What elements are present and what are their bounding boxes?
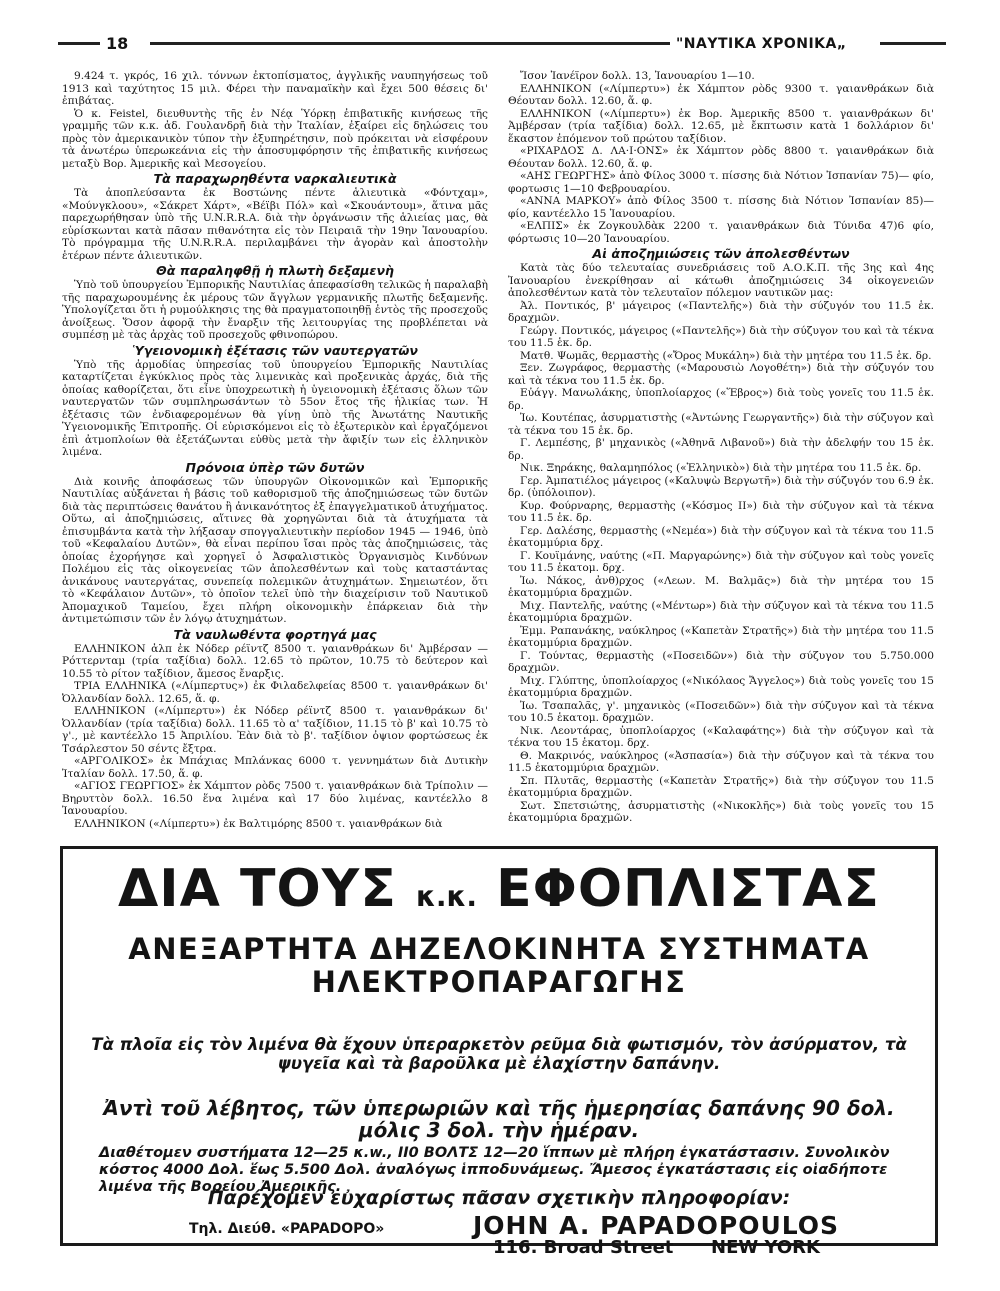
article-paragraph: ΕΛΛΗΝΙΚΟΝ («Λίμπερτυ») ἐκ Βορ. Ἀμερικῆς 8500 τ. γαιανθράκων δι' Ἀμβέρσαν (τρία ταξίδια) δολλ. 12.65, μὲ ἔκπτωσιν κατὰ 1 δολλάριον δι' ἕκαστον ἑπόμενον τοῦ πρώτου ταξίδιον. — [508, 107, 934, 145]
article-paragraph: Σπ. Πλυτᾶς, θερμαστὴς («Καπετὰν Στρατῆς») διὰ τὴν σύζυγον του 11.5 ἑκατομμύρια δραχμῶν. — [508, 774, 934, 799]
section-heading: Αἱ ἀποζημιώσεις τῶν ἀπολεσθέντων — [592, 246, 850, 261]
article-paragraph: Κατὰ τὰς δύο τελευταίας συνεδριάσεις τοῦ Α.Ο.Κ.Π. τῆς 3ης καὶ 4ης Ἰανουαρίου ἐνεκρίθησαν αἱ κάτωθι ἀποζημιώσεις 34 οἰκογενειῶν ἀπολεσθέντων κατὰ τὸν τελευταῖον πόλεμον ναυτικῶν μας: — [508, 262, 934, 299]
article-paragraph: «ΕΛΠΙΣ» ἐκ Ζογκουλδὰκ 2200 τ. γαιανθράκων διὰ Τύνιδα 47)6 φίο, φόρτωσις 10—20 Ἰανουαρίου. — [508, 220, 934, 245]
ad-body-3: Διαθέτομεν συστήματα 12—25 κ.w., ΙΙ0 ΒΟΛΤΣ 12—20 ἵππων μὲ πλήρη ἐγκατάστασιν. Συνολικὸν κόστος 4000 Δολ. ἕως 5.500 Δολ. ἀναλόγως ἱπποδυνάμεως. Ἄμεσος ἐγκατάστασις εἰς οἱαδήποτε λιμένα τῆς Βορείου Ἀμερικῆς. — [99, 1145, 890, 1195]
header-rule — [150, 42, 670, 45]
article-paragraph: Γ. Τούντας, θερμαστὴς («Ποσειδῶν») διὰ τὴν σύζυγον του 5.750.000 δραχμῶν. — [508, 649, 934, 674]
page-header — [58, 34, 946, 54]
ad-headline-part-2: ΕΦΟΠΛΙΣΤΑΣ — [496, 859, 880, 919]
article-paragraph: Μιχ. Παντελῆς, ναύτης («Μέντωρ») διὰ τὴν σύζυγον καὶ τὰ τέκνα του 11.5 ἑκατομμύρια δραχμῶν. — [508, 599, 934, 624]
section-heading: Ὑγειονομικὴ ἐξέτασις τῶν ναυτεργατῶν — [132, 342, 418, 358]
ad-subheadline — [63, 933, 935, 999]
ad-subheadline-line-1: ΑΝΕΞΑΡΤΗΤΑ ΔΗΖΕΛΟΚΙΝΗΤΑ ΣΥΣΤΗΜΑΤΑ — [128, 932, 870, 966]
article-paragraph: Μιχ. Γλύπτης, ὑποπλοίαρχος («Νικόλαος Ἄγγελος») διὰ τοὺς γονεῖς του 15 ἑκατομμύρια δραχμῶν. — [508, 674, 934, 699]
article-paragraph: Νικ. Ξηράκης, θαλαμηπόλος («Ἑλληνικὸ») διὰ τὴν μητέρα του 11.5 ἑκ. δρ. — [520, 462, 922, 474]
article-paragraph: Θ. Μακρινός, ναύκληρος («Ἀσπασία») διὰ τὴν σύζυγον καὶ τὰ τέκνα του 11.5 ἑκατομμύρια δραχμῶν. — [508, 749, 934, 774]
ad-company-name: JOHN A. PAPADOPOULOS — [473, 1211, 840, 1240]
article-paragraph: Τὰ ἀποπλεύσαντα ἐκ Βοστώνης πέντε ἁλιευτικὰ «Φόντχαμ», «Μούνγκλοου», «Σάκρετ Χάρτ», «Βέϊβι Πόλ» καὶ «Σκουάντουμ», ἅτινα μᾶς παρεχωρήθησαν ὑπὸ τῆς U.N.R.R.A. διὰ τὴν ὀργάνωσιν τῆς ἁλιείας μας, θὰ εὑρίσκωνται κατὰ πᾶσαν πιθανότητα εἰς τὸν Πειραιᾶ τὴν 19ην Ἰανουαρίου. Τὸ πρόγραμμα τῆς U.N.R.R.A. περιλαμβάνει τὴν ἀγορὰν καὶ ἀποστολὴν ἑτέρων πέντε ἁλιευτικῶν. — [62, 187, 488, 262]
article-paragraph: Ὑπὸ τῆς ἁρμοδίας ὑπηρεσίας τοῦ ὑπουργείου Ἐμπορικῆς Ναυτιλίας καταρτίζεται ἐγκύκλιος πρὸς τὰς λιμενικὰς καὶ προξενικὰς ἀρχάς, διὰ τῆς ὁποίας καθορίζεται, ὅτι εἶνε ὑποχρεωτικὴ ἡ ὑγειονομικὴ ἐξέτασις ὅλων τῶν ναυτεργατῶν τῶν συμπληρωσάντων τὸ 55ον ἔτος τῆς ἡλικίας των. Ἡ ἐξέτασις τῶν ἐνδιαφερομένων θὰ γίνῃ ὑπὸ τῆς Ἀνωτάτης Ναυτικῆς Ὑγειονομικῆς Ἐπιτροπῆς. Οἱ εὑρισκόμενοι εἰς τὸ ἐξωτερικὸν καὶ ἐργαζόμενοι ἐπὶ ἀτμοπλοίων θὰ ἐξετάζωνται εὐθὺς μετὰ τὴν ἄφιξίν των εἰς ἑλληνικὸν λιμένα. — [62, 358, 488, 458]
section-heading: Τὰ ναυλωθέντα φορτηγά μας — [173, 626, 377, 642]
article-paragraph: Ὁ κ. Feistel, διευθυντὴς τῆς ἐν Νέᾳ Ὑόρκῃ ἐπιβατικῆς κινήσεως τῆς γραμμῆς τῶν κ.κ. ἀδ. Γουλανδρῆ διὰ τὴν Ἰταλίαν, ἐξαίρει εἰς δηλώσεις του πρὸς τὸν ἀμερικανικὸν τύπον τὴν ἐξυπηρέτησιν, ποὺ πρόκειται νὰ εἰσφέρουν τὰ ἀνωτέρω ὑπερωκεάνια εἰς τὴν ἀποσυμφόρησιν τῆς ἐπιβατικῆς κινήσεως μεταξὺ Βορ. Ἀμερικῆς καὶ Μεσογείου. — [62, 107, 488, 170]
article-paragraph: «ΡΙΧΑΡΔΟΣ Δ. ΛΑ·Ι·ΟΝΣ» ἐκ Χάμπτον ρὸδς 8800 τ. γαιανθράκων διὰ Θέουταν δολλ. 12.60, ἅ. φ. — [508, 145, 934, 170]
article-paragraph: «ΑΗΣ ΓΕΩΡΓΗΣ» ἀπὸ Φίλος 3000 τ. πίσσης διὰ Νότιον Ἰσπανίαν 75)— φίο, φορτωσις 1—10 Φεβρουαρίου. — [508, 170, 934, 195]
article-paragraph: «ΑΝΝΑ ΜΑΡΚΟΥ» ἀπὸ Φίλος 3500 τ. πίσσης διὰ Νότιον Ἰσπανίαν 85)— φίο, καντέελλο 15 Ἰανουαρίου. — [508, 195, 934, 220]
advertisement — [60, 846, 938, 1258]
header-rule — [58, 42, 100, 45]
article-paragraph: Γεώργ. Ποντικός, μάγειρος («Παντελῆς») διὰ τὴν σύζυγον του καὶ τὰ τέκνα του 11.5 ἑκ. δρ. — [508, 324, 934, 349]
header-rule — [880, 42, 946, 45]
article-paragraph: 9.424 τ. γκρός, 16 χιλ. τόννων ἐκτοπίσματος, ἀγγλικῆς ναυπηγήσεως τοῦ 1913 καὶ ταχύτητος 15 μιλ. Φέρει τὴν παναμαϊκὴν καὶ ἔχει 500 θέσεις δι' ἐπιβάτας. — [62, 70, 488, 107]
section-heading: Θὰ παραληφθῇ ἡ πλωτὴ δεξαμενὴ — [155, 263, 394, 278]
article-paragraph: Γερ. Ἀμπατιέλος μάγειρος («Καλυψὼ Βεργωτῆ») διὰ τὴν σύζυγόν του 6.9 ἑκ. δρ. (ὑπόλοιπον). — [508, 474, 934, 499]
article-paragraph: «ΑΓΙΟΣ ΓΕΩΡΓΙΟΣ» ἐκ Χάμπτον ρὸδς 7500 τ. γαιανθράκων διὰ Τρίπολιν — Βηρυττὸν δολλ. 16.50 ἕνα λιμένα καὶ 17 δύο λιμένας, καντέελλο 8 Ἰανουαρίου. — [62, 780, 488, 817]
article-paragraph: Γ. Λεμπέσης, β' μηχανικὸς («Ἀθηνᾶ Λιβανοῦ») διὰ τὴν ἀδελφήν του 15 ἑκ. δρ. — [508, 437, 934, 462]
ad-body-1: Τὰ πλοῖα εἰς τὸν λιμένα θὰ ἔχουν ὑπεραρκετὸν ρεῦμα διὰ φωτισμόν, τὸν ἀσύρματον, τὰ ψυγεῖα καὶ τὰ βαροῦλκα μὲ ἐλαχίστην δαπάνην. — [91, 1035, 907, 1073]
section-heading: Τὰ παραχωρηθέντα ναρκαλιευτικὰ — [153, 171, 397, 186]
article-paragraph: Ἰω. Κουτέπας, ἀσυρματιστὴς («Ἀντώνης Γεωργαντῆς») διὰ τὴν σύζυγον καὶ τὰ τέκνα του 15 ἑκ. δρ. — [508, 412, 934, 437]
article-paragraph: ΤΡΙΑ ΕΛΛΗΝΙΚΑ («Λίμπερτυς») ἐκ Φιλαδελφείας 8500 τ. γαιανθράκων δι' Ὀλλανδίαν δολλ. 12.65, ἅ. φ. — [62, 680, 488, 705]
page-number: 18 — [106, 34, 129, 53]
article-paragraph: Ματθ. Ψωμᾶς, θερμαστὴς («Ὄρος Μυκάλη») διὰ τὴν μητέρα του 11.5 ἑκ. δρ. — [520, 349, 932, 362]
ad-headline — [63, 859, 935, 927]
article-paragraph: Σωτ. Σπετσιώτης, ἀσυρματιστὴς («Νικοκλῆς») διὰ τοὺς γονεῖς του 15 ἑκατομμύρια δραχμῶν. — [508, 799, 934, 824]
ad-subheadline-line-2: ΗΛΕΚΤΡΟΠΑΡΑΓΩΓΗΣ — [311, 965, 687, 999]
article-paragraph: Ἰω. Τσαπαλᾶς, γ'. μηχανικὸς («Ποσειδῶν») διὰ τὴν σύζυγον καὶ τὰ τέκνα του 10.5 ἑκατομ. δραχμῶν. — [508, 699, 934, 724]
article-paragraph: Γερ. Δαλέσης, θερμαστὴς («Νεμέα») διὰ τὴν σύζυγον καὶ τὰ τέκνα του 11.5 ἑκατομμύρια δρχ. — [508, 524, 934, 549]
section-heading: Πρόνοια ὑπὲρ τῶν δυτῶν — [185, 459, 365, 475]
ad-footer — [63, 1211, 935, 1258]
article-paragraph: Διὰ κοινῆς ἀποφάσεως τῶν ὑπουργῶν Οἰκονομικῶν καὶ Ἐμπορικῆς Ναυτιλίας αὐξάνεται ἡ βάσις τοῦ καθορισμοῦ τῆς ἀποζημιώσεως τῶν δυτῶν διὰ τὰς περιπτώσεις θανάτου ἢ ἀνικανότητος ἐξ ἐπαγγελματικοῦ ἀτυχήματος. Οὕτω, αἱ ἀποζημιώσεις, αἵτινες θὰ χορηγῶνται διὰ τὰ ἀτυχήματα τὰ ἐπισυμβάντα κατὰ τὴν λήξασαν σπογγαλιευτικὴν περίοδον 1945 — 1946, ὑπὸ τοῦ «Κεφαλαίου Δυτῶν», θὰ εἶναι περίπου ἴσαι πρὸς τὰς ἀποζημιώσεις, τὰς ὁποίας ἐχορήγησε καὶ χορηγεῖ ὁ Ἀσφαλιστικὸς Ὀργανισμὸς Κινδύνων Πολέμου εἰς τὰς οἰκογενείας τῶν ἀπολεσθέντων καὶ τοὺς καταστάντας ἀνικάνους ναυτεργάτας, συνεπείᾳ πολεμικῶν ἀτυχημάτων. Σημειωτέον, ὅτι τὸ «Κεφάλαιον Δυτῶν», τὸ ὁποῖον τελεῖ ὑπὸ τὴν διαχείρισιν τοῦ Ναυτικοῦ Ἀπομαχικοῦ Ταμείου, ἔχει πλήρη οἰκονομικὴν ἐπάρκειαν διὰ τὴν ἀντιμετώπισιν τῶν ἐν λόγῳ ἀτυχημάτων. — [62, 475, 488, 625]
journal-title: "ΝΑΥΤΙΚΑ ΧΡΟΝΙΚΑ„ — [676, 36, 847, 52]
ad-street-address: 116. Broad Street — [493, 1237, 674, 1258]
article-paragraph: Ἀλ. Ποντικός, β' μάγειρος («Παντελῆς») διὰ τὴν σύζυγόν του 11.5 ἑκ. δραχμῶν. — [508, 299, 934, 324]
ad-info-line: Παρέχομεν εὐχαρίστως πᾶσαν σχετικὴν πληροφορίαν: — [207, 1187, 791, 1209]
article-paragraph: Ξεν. Ζωγράφος, θερμαστὴς («Μαρουσιὼ Λογοθέτη») διὰ τὴν σύζυγόν του καὶ τὰ τέκνα του 11.5 ἑκ. δρ. — [508, 362, 934, 387]
ad-headline-kk: κ.κ. — [415, 880, 478, 913]
ad-body-2: Ἀντὶ τοῦ λέβητος, τῶν ὑπερωριῶν καὶ τῆς ἡμερησίας δαπάνης 90 δολ. μόλις 3 δολ. τὴν ἡμέραν. — [103, 1096, 895, 1142]
ad-headline-part-1: ΔΙΑ ΤΟΥΣ — [118, 859, 397, 919]
ad-city: NEW YORK — [711, 1237, 820, 1258]
article-paragraph: Ἰω. Νάκος, ἀνθ)ρχος («Λεων. Μ. Βαλμᾶς») διὰ τὴν μητέρα του 15 ἑκατομμύρια δραχμῶν. — [508, 574, 934, 599]
article-paragraph: ΕΛΛΗΝΙΚΟΝ ἀλπ ἐκ Νόδερ ρέϊντζ 8500 τ. γαιανθράκων δι' Ἀμβέρσαν — Ρόττερνταμ (τρία ταξίδια) δολλ. 12.65 τὸ πρῶτον, 10.75 τὸ δεύτερον καὶ 10.55 τὸ ρίτον ταξίδιον, ἄμεσος ἔναρξις. — [62, 642, 488, 680]
article-paragraph: ΕΛΛΗΝΙΚΟΝ («Λίμπερτυ») ἐκ Νόδερ ρέϊντζ 8500 τ. γαιανθράκων δι' Ὀλλανδίαν (τρία ταξίδια) δολλ. 11.65 τὸ α' ταξίδιον, 11.15 τὸ β' καὶ 10.75 τὸ γ'., μὲ καντέελλο 15 Ἀπριλίου. Ἐὰν διὰ τὸ β'. ταξίδιον ὀψιον φορτώσεως ἐκ Τσάρλεστον 50 σέντς ἔξτρα. — [62, 705, 488, 755]
article-paragraph: Ἴσον Ἰανέϊρον δολλ. 13, Ἰανουαρίου 1—10. — [520, 70, 755, 82]
article-paragraph: Κυρ. Φούρναρης, θερμαστὴς («Κόσμος ΙΙ») διὰ τὴν σύζυγον καὶ τὰ τέκνα του 11.5 ἑκ. δρ. — [508, 499, 934, 524]
article-paragraph: ΕΛΛΗΝΙΚΟΝ («Λίμπερτυ») ἐκ Χάμπτον ρὸδς 9300 τ. γαιανθράκων διὰ Θέουταν δολλ. 12.60, ἅ. φ. — [508, 82, 934, 107]
article-paragraph: Γ. Κουϊμάνης, ναύτης («Π. Μαργαρώνης») διὰ τὴν σύζυγον καὶ τοὺς γονεῖς του 11.5 ἑκατομ. δρχ. — [508, 549, 934, 574]
article-paragraph: Εὐάγγ. Μανωλάκης, ὑποπλοίαρχος («Ἕβρος») διὰ τοὺς γονεῖς του 11.5 ἑκ. δρ. — [508, 387, 934, 412]
article-paragraph: «ΑΡΓΟΛΙΚΟΣ» ἐκ Μπάχιας Μπλάνκας 6000 τ. γεννημάτων διὰ Δυτικὴν Ἰταλίαν δολλ. 17.50, ἅ. φ. — [62, 755, 488, 780]
article-paragraph: Ὑπὸ τοῦ ὑπουργείου Ἐμπορικῆς Ναυτιλίας ἀπεφασίσθη τελικῶς ἡ παραλαβὴ τῆς παραχωρουμένης ἐκ μέρους τῶν ἄγγλων γερμανικῆς πλωτῆς δεξαμενῆς. Ὑπολογίζεται ὅτι ἡ ρυμούλκησις της θὰ πραγματοποιηθῇ ἐντὸς τῆς προσεχοῦς ἀνοίξεως. Ὅσον ἀφορᾷ τὴν ἔναρξιν τῆς λειτουργίας της προβλέπεται νὰ συμπέσῃ μὲ τὰς ἀρχὰς τοῦ προσεχοῦς φθινοπώρου. — [62, 279, 488, 341]
article-paragraph: Νικ. Λεοντάρας, ὑποπλοίαρχος («Καλαφάτης») διὰ τὴν σύζυγον καὶ τὰ τέκνα του 15 ἑκατομ. δρχ. — [508, 724, 934, 749]
ad-telegraph-address: Τηλ. Διεύθ. «PAPADOPO» — [189, 1221, 385, 1237]
article-paragraph: Ἐμμ. Ραπανάκης, ναύκληρος («Καπετὰν Στρατῆς») διὰ τὴν μητέρα του 11.5 ἑκατομμύρια δραχμῶν. — [508, 624, 934, 649]
article-paragraph: ΕΛΛΗΝΙΚΟΝ («Λίμπερτυ») ἐκ Βαλτιμόρης 8500 τ. γαιανθράκων διὰ — [74, 817, 443, 830]
right-column — [508, 70, 934, 825]
left-column — [62, 70, 488, 830]
